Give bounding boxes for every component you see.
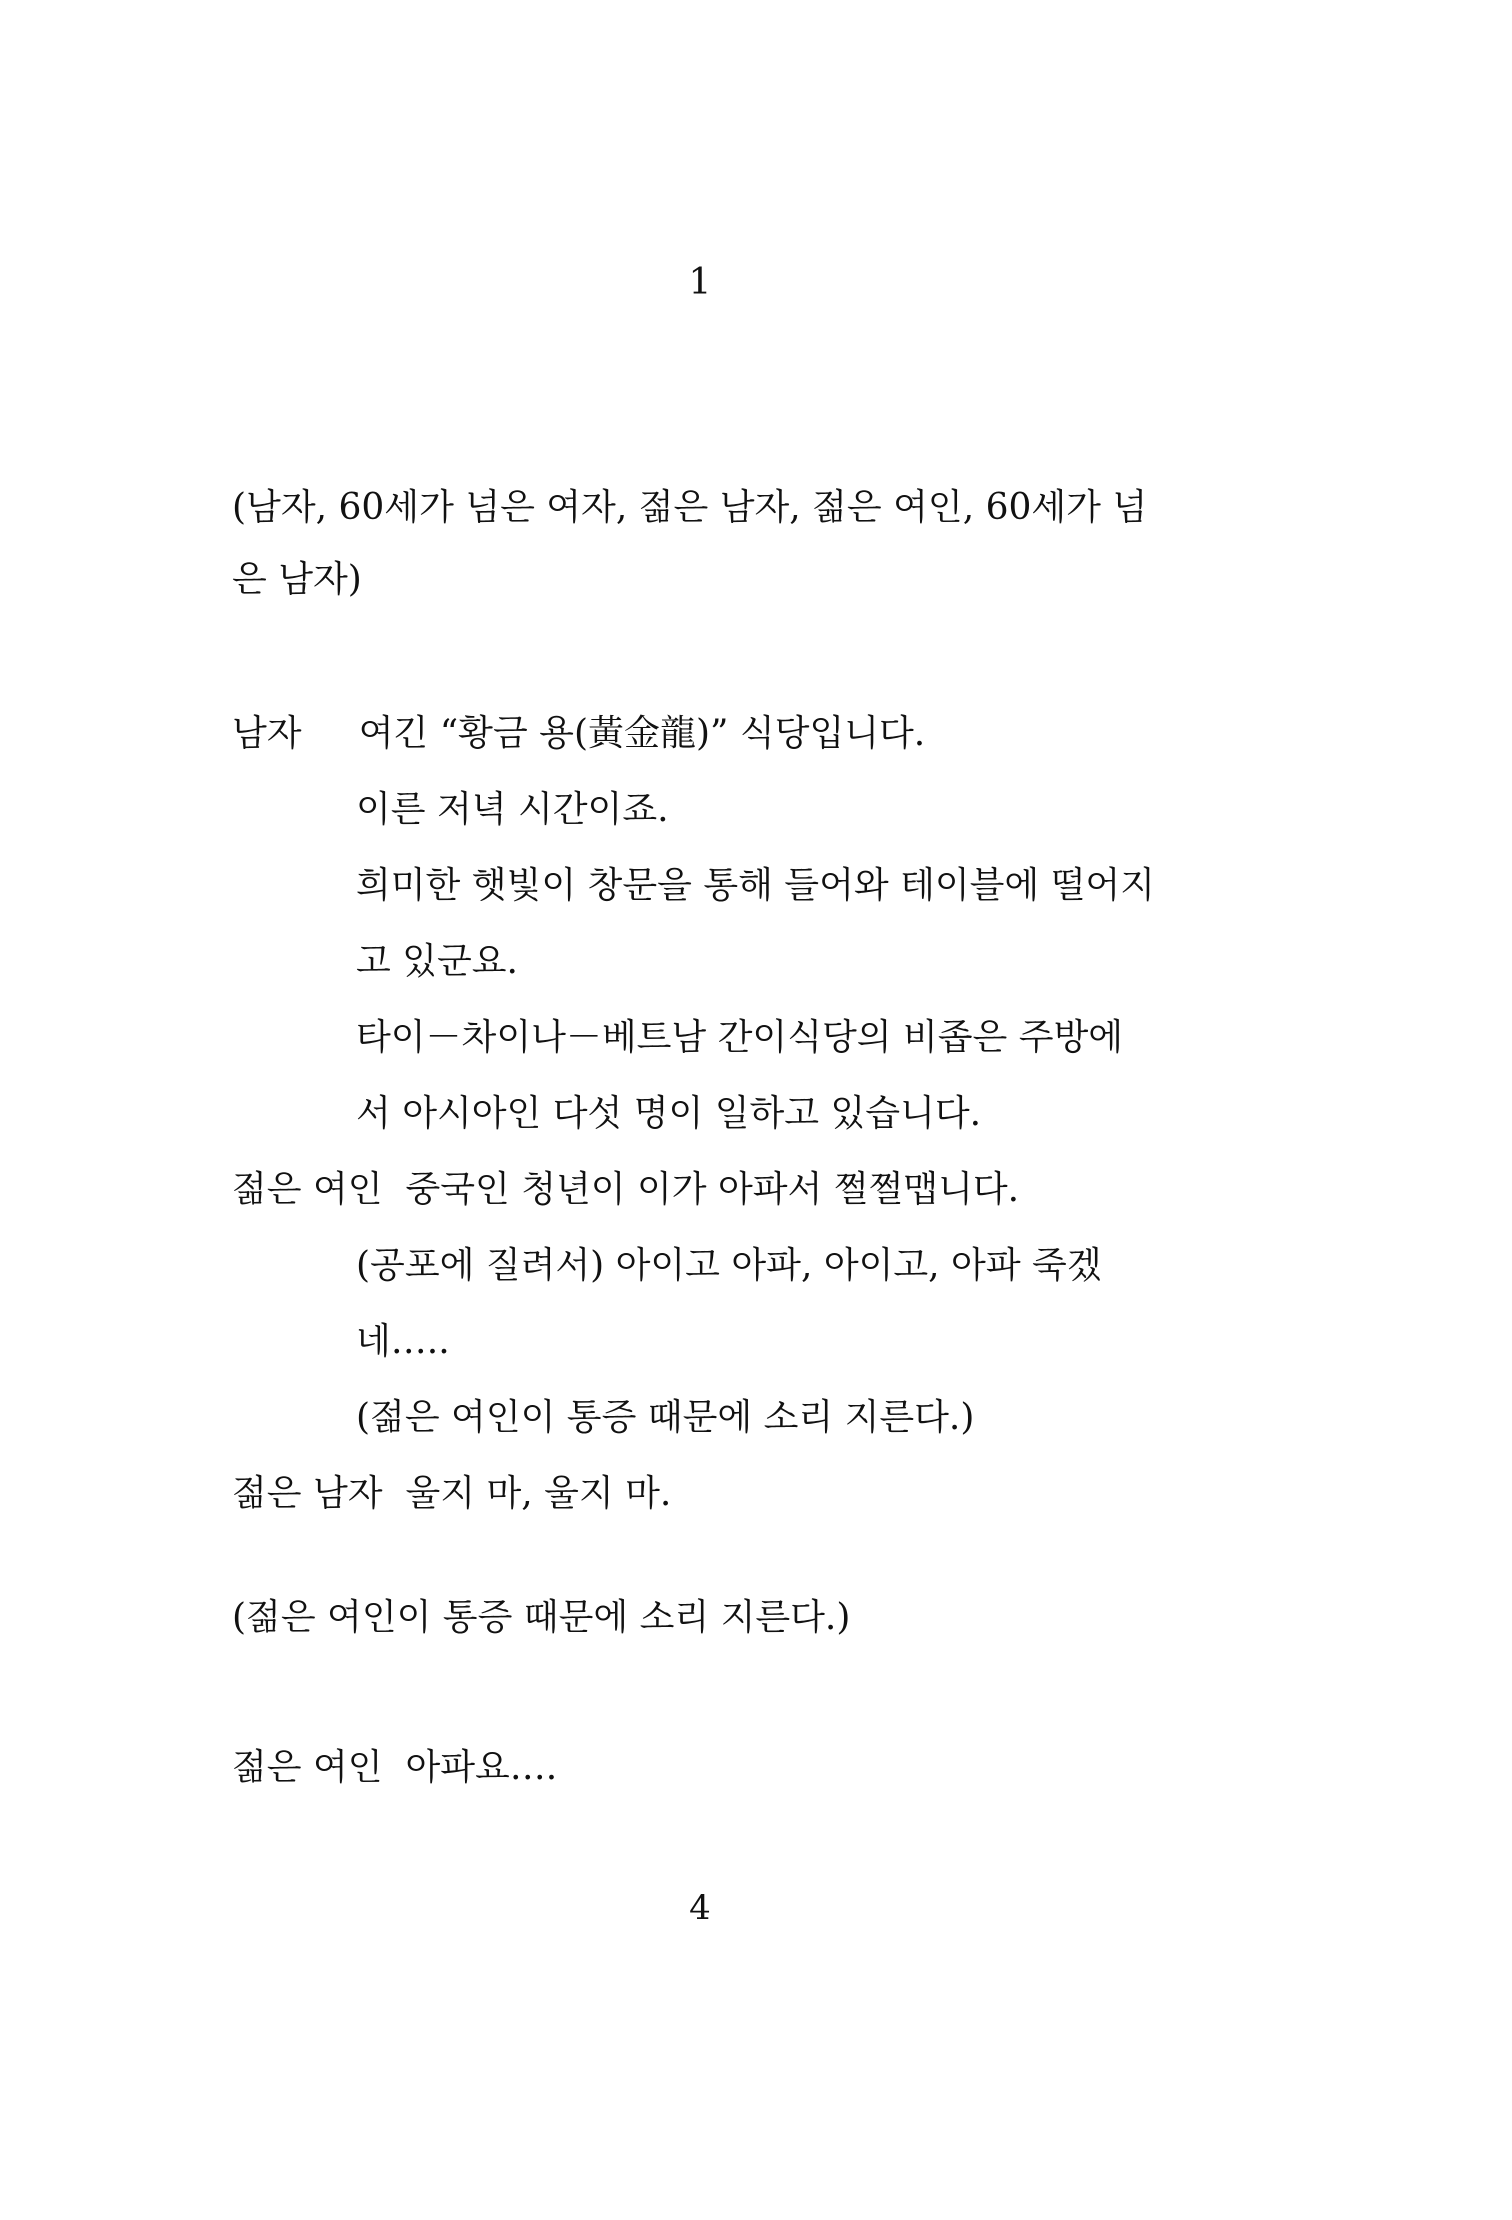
dialogue-line	[232, 1076, 1172, 1152]
dialogue-text: 고 있군요.	[356, 941, 518, 982]
dialogue-line	[232, 924, 1172, 1000]
dialogue-line	[232, 1380, 1172, 1456]
dialogue-text: 중국인 청년이 이가 아파서 쩔쩔맵니다.	[405, 1169, 1020, 1210]
stage-direction: (젊은 여인이 통증 때문에 소리 지른다.)	[232, 1597, 851, 1638]
dialogue-text: (젊은 여인이 통증 때문에 소리 지른다.)	[356, 1397, 975, 1438]
page-number: 4	[689, 1888, 711, 1928]
dialogue-text: 희미한 햇빛이 창문을 통해 들어와 테이블에 떨어지	[356, 865, 1155, 906]
speaker-name: 젊은 남자	[232, 1473, 383, 1514]
cast-list: (남자, 60세가 넘은 여자, 젊은 남자, 젊은 여인, 60세가 넘은 남자)	[232, 487, 1148, 600]
dialogue-text: 서 아시아인 다섯 명이 일하고 있습니다.	[356, 1093, 982, 1134]
dialogue-line	[232, 1152, 1172, 1228]
dialogue-text: 울지 마, 울지 마.	[405, 1473, 672, 1514]
dialogue-text: (공포에 질려서) 아이고 아파, 아이고, 아파 죽겠	[356, 1245, 1102, 1286]
dialogue-line	[232, 1730, 557, 1806]
dialogue-text: 여긴 “황금 용(黃金龍)” 식당입니다.	[358, 713, 926, 754]
dialogue-line	[232, 848, 1172, 924]
dialogue-line	[232, 772, 1172, 848]
speaker-name: 젊은 여인	[232, 1747, 383, 1788]
speaker-name: 남자	[232, 713, 302, 754]
dialogue-line	[232, 1000, 1172, 1076]
dialogue-line	[232, 696, 1172, 772]
dialogue-text: 네…..	[356, 1321, 450, 1362]
dialogue-text: 타이－차이나－베트남 간이식당의 비좁은 주방에	[356, 1017, 1124, 1058]
dialogue-line	[232, 1304, 1172, 1380]
dialogue-block	[232, 696, 1172, 1532]
dialogue-line	[232, 1228, 1172, 1304]
dialogue-text: 이른 저녁 시간이죠.	[356, 789, 669, 830]
speaker-name: 젊은 여인	[232, 1169, 383, 1210]
dialogue-text: 아파요….	[405, 1747, 558, 1788]
dialogue-line	[232, 1456, 1172, 1532]
scene-number: 1	[688, 262, 712, 303]
